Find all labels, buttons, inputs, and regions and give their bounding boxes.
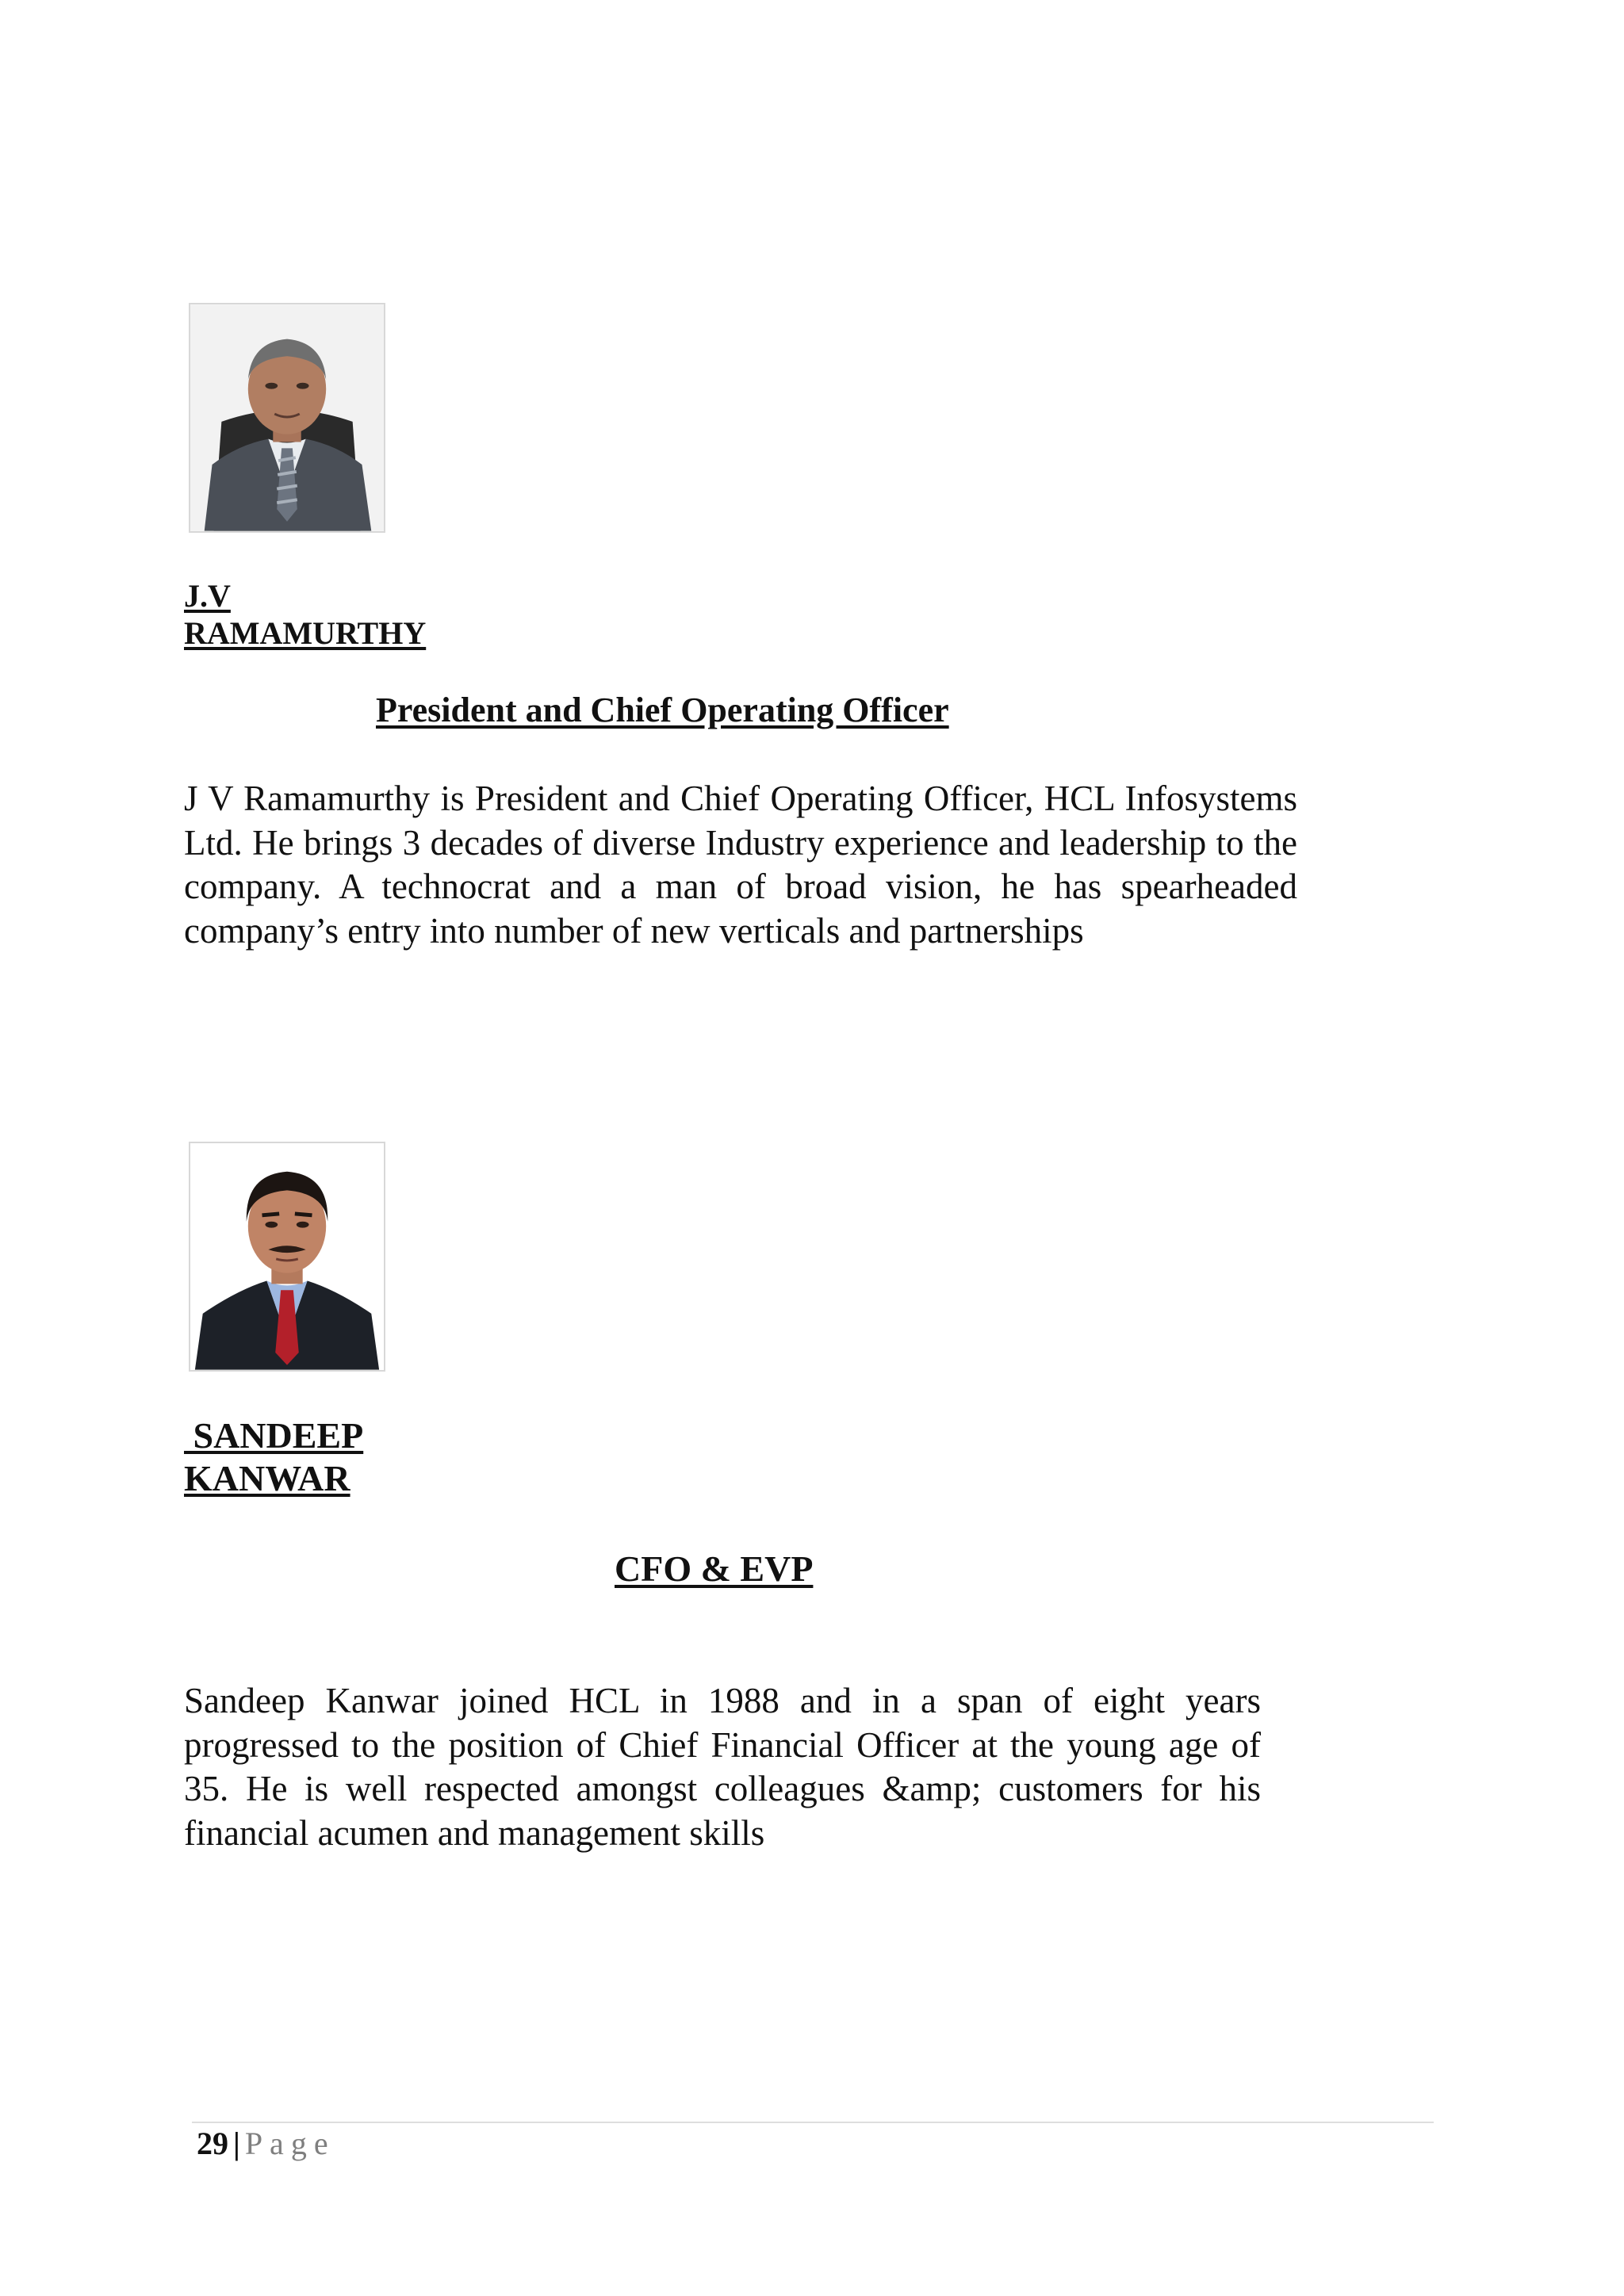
executive-bio-ramamurthy: J V Ramamurthy is President and Chief Operating Officer, HCL Infosystems Ltd. He brings 3 decades of diverse Industry experience and leadership to the company. A technocrat and a man of broad vision, he has spearheaded company’s entry into number of new verticals and partnerships (184, 779, 1297, 951)
executive-name-kanwar: SANDEEP KANWAR (184, 1415, 364, 1499)
executive-photo-kanwar (189, 1142, 385, 1372)
executive-bio-kanwar: Sandeep Kanwar joined HCL in 1988 and in a span of eight years progressed to the position of Chief Financial Officer at the young age of 35. He is well respected amongst colleagues &amp; customers for his financial acumen and management skills (184, 1681, 1261, 1853)
executive-title-ramamurthy: President and Chief Operating Officer (376, 691, 949, 729)
footer-separator: | (233, 2126, 240, 2161)
page-number: 29 (197, 2126, 228, 2161)
footer-divider (192, 2122, 1434, 2123)
executive-name-ramamurthy: J.V RAMAMURTHY (184, 578, 427, 652)
executive-title-kanwar: CFO & EVP (615, 1548, 814, 1589)
executive-photo-ramamurthy (189, 303, 385, 533)
page-footer (197, 2125, 335, 2162)
page-label: Page (244, 2126, 335, 2161)
